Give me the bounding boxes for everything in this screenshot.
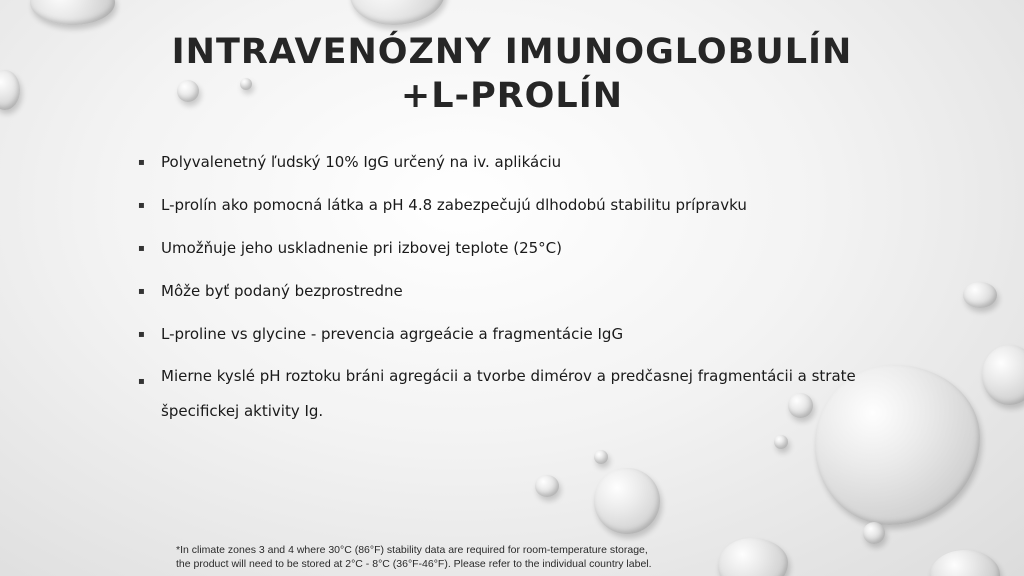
bullet-marker-icon: ▪	[138, 157, 145, 168]
slide-title-line-1: INTRAVENÓZNY IMUNOGLOBULÍN	[171, 32, 853, 72]
bullet-item	[138, 150, 878, 175]
bullet-item	[138, 236, 878, 261]
water-drop-decoration	[930, 550, 1000, 576]
water-drop-decoration	[594, 468, 660, 534]
bullet-marker-icon: ▪	[138, 243, 145, 254]
water-drop-decoration	[863, 522, 885, 544]
slide-title	[120, 30, 904, 118]
bullet-item	[138, 322, 878, 347]
bullet-text: L-proline vs glycine - prevencia agrgeácie a fragmentácie IgG	[161, 325, 624, 343]
bullet-item	[138, 279, 878, 304]
bullet-text: Môže byť podaný bezprostredne	[161, 282, 403, 300]
footnote-line-2: the product will need to be stored at 2°C - 8°C (36°F-46°F). Please refer to the individual country label.	[176, 558, 652, 570]
bullet-text: Umožňuje jeho uskladnenie pri izbovej teplote (25°C)	[161, 239, 562, 257]
bullet-item	[138, 359, 878, 429]
bullet-marker-icon: ▪	[138, 376, 145, 387]
water-drop-decoration	[963, 282, 997, 308]
bullet-list	[138, 150, 878, 447]
water-drop-decoration	[718, 538, 788, 576]
water-drop-decoration	[0, 70, 20, 110]
water-drop-decoration	[535, 475, 559, 497]
bullet-marker-icon: ▪	[138, 329, 145, 340]
water-drop-decoration	[982, 345, 1024, 405]
water-drop-decoration	[350, 0, 445, 25]
footnote-line-1: *In climate zones 3 and 4 where 30°C (86°F) stability data are required for room-temperature storage,	[176, 544, 648, 556]
bullet-text: Mierne kyslé pH roztoku bráni agregácii a tvorbe dimérov a predčasnej fragmentácii a strate špecifickej aktivity Ig.	[161, 367, 856, 420]
bullet-marker-icon: ▪	[138, 200, 145, 211]
water-drop-decoration	[594, 450, 608, 464]
slide-title-line-2: +L-PROLÍN	[400, 76, 624, 116]
footnote	[176, 543, 696, 571]
water-drop-decoration	[30, 0, 115, 25]
bullet-item	[138, 193, 878, 218]
bullet-marker-icon: ▪	[138, 286, 145, 297]
bullet-text: Polyvalenetný ľudský 10% IgG určený na iv. aplikáciu	[161, 153, 562, 171]
bullet-text: L-prolín ako pomocná látka a pH 4.8 zabezpečujú dlhodobú stabilitu prípravku	[161, 196, 747, 214]
